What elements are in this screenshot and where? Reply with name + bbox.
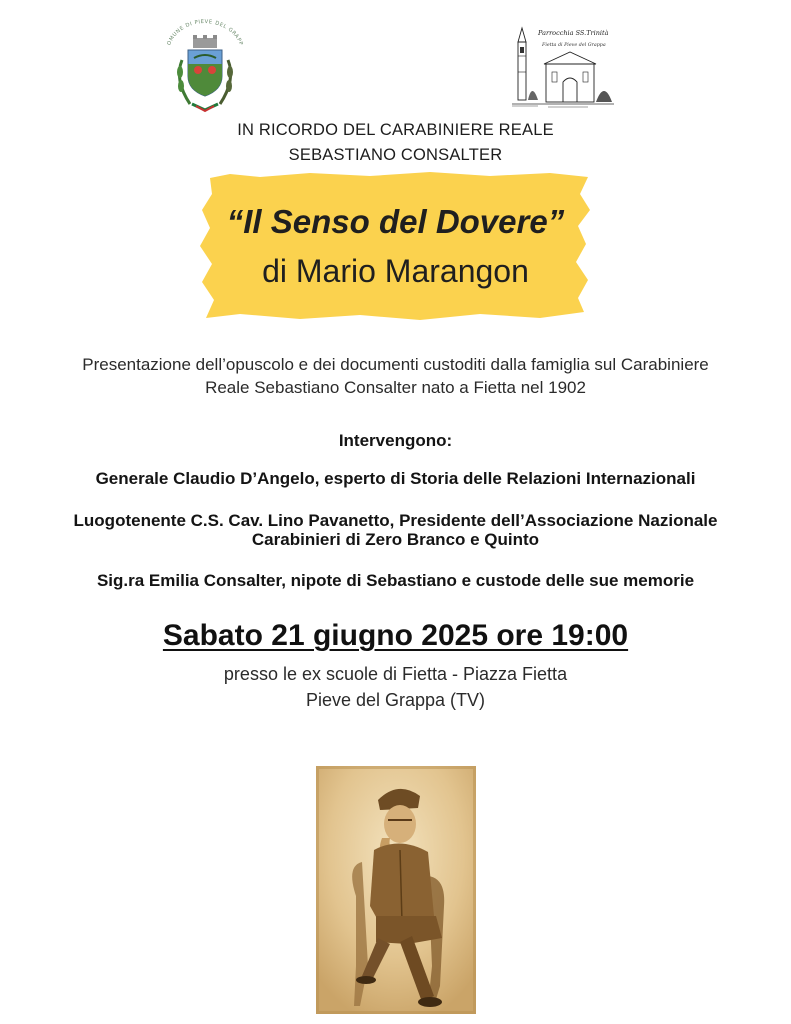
event-place-line-1: presso le ex scuole di Fietta - Piazza Fietta [223, 664, 568, 684]
book-author: di Mario Marangon [262, 253, 529, 289]
parish-title: Parrocchia SS.Trinità [538, 29, 609, 37]
description-line-1: Presentazione dell’opuscolo e dei documenti custoditi dalla famiglia sul Carabiniere [82, 355, 709, 374]
header-line-1: IN RICORDO DEL CARABINIERE REALE [237, 121, 554, 139]
speaker-3: Sig.ra Emilia Consalter, nipote di Sebastiano e custode delle sue memorie [96, 571, 695, 590]
parish-church-logo [508, 20, 616, 110]
description-line-2: Reale Sebastiano Consalter nato a Fietta nel 1902 [205, 378, 586, 397]
municipality-coat-of-arms-logo [160, 14, 250, 118]
logo-caption: OMUNE DI PIEVE DEL GRAPP [166, 18, 244, 47]
event-date: Sabato 21 giugno 2025 ore 19:00 [162, 619, 629, 652]
sepia-portrait-photo [316, 766, 476, 1014]
speaker-1: Generale Claudio D’Angelo, esperto di Storia delle Relazioni Internazionali [95, 469, 696, 488]
title-banner [200, 172, 592, 322]
speaker-2-line-1: Luogotenente C.S. Cav. Lino Pavanetto, Presidente dell’Associazione Nazionale [73, 511, 718, 530]
book-title: “Il Senso del Dovere” [226, 203, 565, 240]
speaker-2-line-2: Carabinieri di Zero Branco e Quinto [251, 530, 540, 549]
parish-subtitle: Fietta di Pieve del Grappa [542, 43, 606, 48]
header-line-2: SEBASTIANO CONSALTER [288, 146, 503, 164]
event-place-line-2: Pieve del Grappa (TV) [305, 690, 486, 710]
speakers-heading: Intervengono: [338, 431, 453, 450]
